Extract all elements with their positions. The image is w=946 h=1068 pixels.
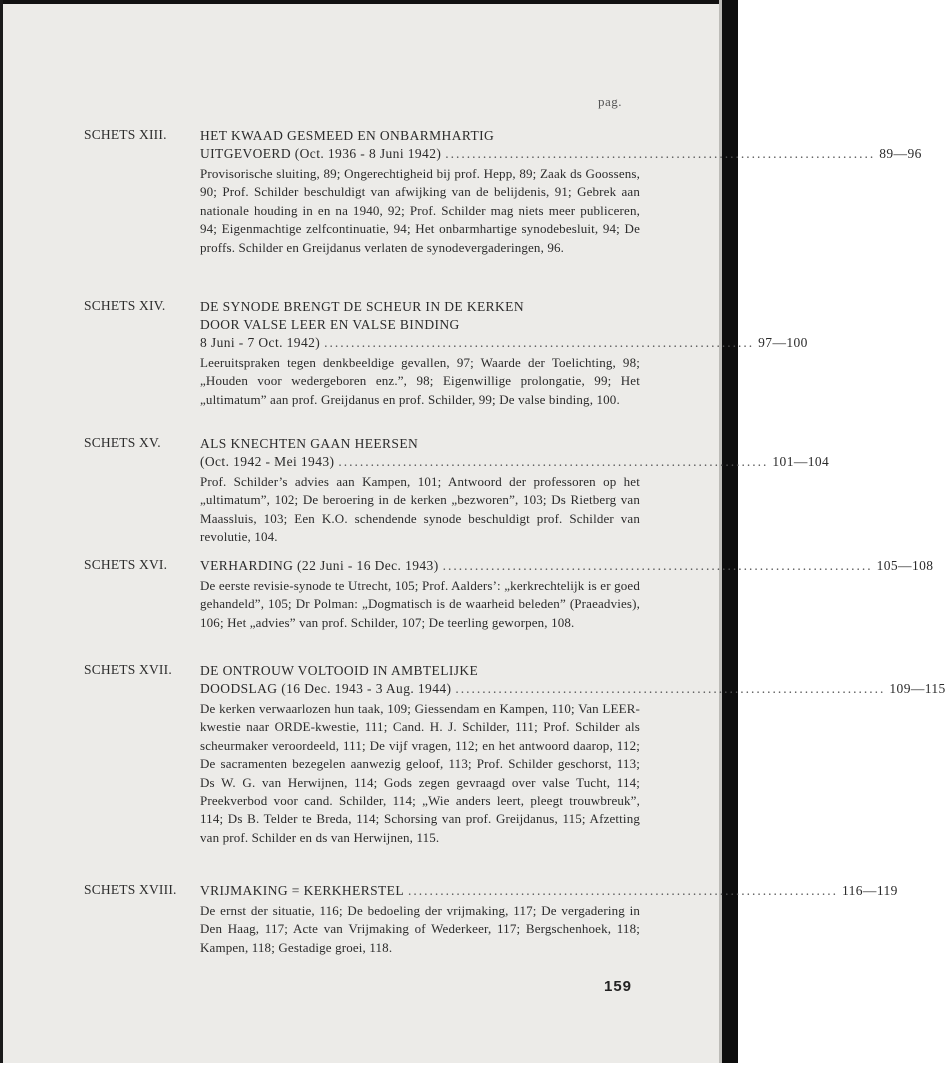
toc-entry-label: SCHETS XVI. — [84, 557, 168, 572]
toc-entry-label: SCHETS XIII. — [84, 127, 167, 142]
toc-entry-label: SCHETS XV. — [84, 435, 161, 450]
toc-entry-title-end: VERHARDING (22 Juni - 16 Dec. 1943) — [200, 558, 439, 573]
leader-dots: ................................................................................ — [442, 558, 873, 573]
toc-entry-body — [200, 127, 922, 257]
page-column-header: pag. — [598, 94, 623, 109]
toc-entry-title: HET KWAAD GESMEED EN ONBARMHARTIG — [200, 128, 495, 143]
leader-dots: ................................................................................ — [445, 146, 876, 161]
leader-dots: ................................................................................ — [407, 883, 838, 898]
toc-entry-label: SCHETS XIV. — [84, 298, 166, 313]
toc-entry-label: SCHETS XVII. — [84, 662, 172, 677]
toc-entry-title-dotline — [200, 453, 830, 471]
toc-entry-body — [200, 435, 830, 547]
toc-entry-title-dotline — [200, 145, 922, 163]
toc-entry-description: Provisorische sluiting, 89; Ongerechtigheid bij prof. Hepp, 89; Zaak ds Goossens, 90; Prof. Schilder beschuldigt van afwijking van de belijdenis, 91; Gebrek aan nationale houding in en na 1940, 92; Prof. Schilder mag niets meer publiceren, 94; Eigenmachtige zelfcontinuatie, 94; Het onbarmhartige synodebesluit, 94; De proffs. Schilder en Greijdanus verlaten de synodevergaderingen, 96. — [200, 166, 640, 255]
toc-entry-label: SCHETS XVIII. — [84, 882, 177, 897]
scan-edge-left — [0, 0, 3, 1068]
leader-dots: ................................................................................ — [455, 681, 886, 696]
toc-entry-title-end: 8 Juni - 7 Oct. 1942) — [200, 335, 321, 350]
toc-entry-body — [200, 662, 946, 847]
leader-dots: ................................................................................ — [324, 335, 755, 350]
leader-dots: ................................................................................ — [338, 454, 769, 469]
toc-entry-title-dotline — [200, 557, 934, 575]
toc-entry-title-dotline — [200, 680, 946, 698]
scan-edge-top — [0, 0, 738, 4]
toc-entry-body — [200, 557, 934, 632]
toc-entry-description: Prof. Schilder’s advies aan Kampen, 101; Antwoord der professoren op het „ultimatum”, 102; De beroering in de kerken „bezworen”, 103; Ds Rietberg van Maassluis, 103; Een K.O. schendende synode beschuldigt prof. Schilder van revolutie, 104. — [200, 474, 640, 545]
toc-entry-description: De eerste revisie-synode te Utrecht, 105; Prof. Aalders’: „kerkrechtelijk is er goed gehandeld”, 105; Dr Polman: „Dogmatisch is de waarheid beleden” (Praeadvies), 106; Het „advies” van prof. Schilder, 107; De teerling geworpen, 108. — [200, 578, 640, 630]
toc-entry-description: De ernst der situatie, 116; De bedoeling der vrijmaking, 117; De vergadering in Den Haag, 117; Acte van Vrijmaking of Wederkeer, 117; Bergschenhoek, 118; Kampen, 118; Gestadige groei, 118. — [200, 903, 640, 955]
toc-entry-title: ALS KNECHTEN GAAN HEERSEN — [200, 436, 419, 451]
toc-entry-pages: 109—115 — [889, 681, 946, 696]
toc-entry-pages: 97—100 — [758, 335, 808, 350]
toc-entry-title-end: DOODSLAG (16 Dec. 1943 - 3 Aug. 1944) — [200, 681, 452, 696]
toc-entry-body — [200, 298, 808, 409]
toc-entry-title-end: VRIJMAKING = KERKHERSTEL — [200, 883, 404, 898]
toc-entry-title-end: UITGEVOERD (Oct. 1936 - 8 Juni 1942) — [200, 146, 442, 161]
toc-entry-body — [200, 882, 898, 957]
toc-entry-title: DOOR VALSE LEER EN VALSE BINDING — [200, 317, 460, 332]
toc-entry-description: De kerken verwaarlozen hun taak, 109; Giessendam en Kampen, 110; Van LEER-kwestie naar ORDE-kwestie, 111; Cand. H. J. Schilder, 111; Prof. Schilder als scheurmaker veroordeeld, 111; De vijf vragen, 112; en het antwoord daarop, 112; De sacramenten bezegelen aanwezig geloof, 113; Prof. Schilder geschorst, 113; Ds W. G. van Herwijnen, 114; Gods zegen gevraagd over valse Tucht, 114; Preekverbod voor cand. Schilder, 114; „Wie anders leert, pleegt trouwbreuk”, 114; Ds B. Telder te Breda, 114; Schorsing van prof. Greijdanus, 115; Afzetting van prof. Schilder en ds van Herwijnen, 115. — [200, 701, 640, 845]
scan-edge-bottom — [0, 1063, 738, 1068]
toc-entry-pages: 101—104 — [772, 454, 830, 469]
page-number: 159 — [604, 978, 633, 995]
toc-entry-pages: 105—108 — [876, 558, 934, 573]
toc-entry-pages: 116—119 — [841, 883, 898, 898]
toc-entry-description: Leeruitspraken tegen denkbeeldige gevallen, 97; Waarde der Toelichting, 98; „Houden voor wedergeboren enz.”, 98; Eigenwillige prolongatie, 99; Het „ultimatum” aan prof. Greijdanus en prof. Schilder, 99; De valse binding, 100. — [200, 355, 640, 407]
toc-entry-title-dotline — [200, 334, 808, 352]
toc-entry-title: DE ONTROUW VOLTOOID IN AMBTELIJKE — [200, 663, 479, 678]
toc-entry-pages: 89—96 — [879, 146, 922, 161]
toc-entry-title: DE SYNODE BRENGT DE SCHEUR IN DE KERKEN — [200, 299, 524, 314]
toc-entry-title-end: (Oct. 1942 - Mei 1943) — [200, 454, 335, 469]
toc-entry-title-dotline — [200, 882, 898, 900]
